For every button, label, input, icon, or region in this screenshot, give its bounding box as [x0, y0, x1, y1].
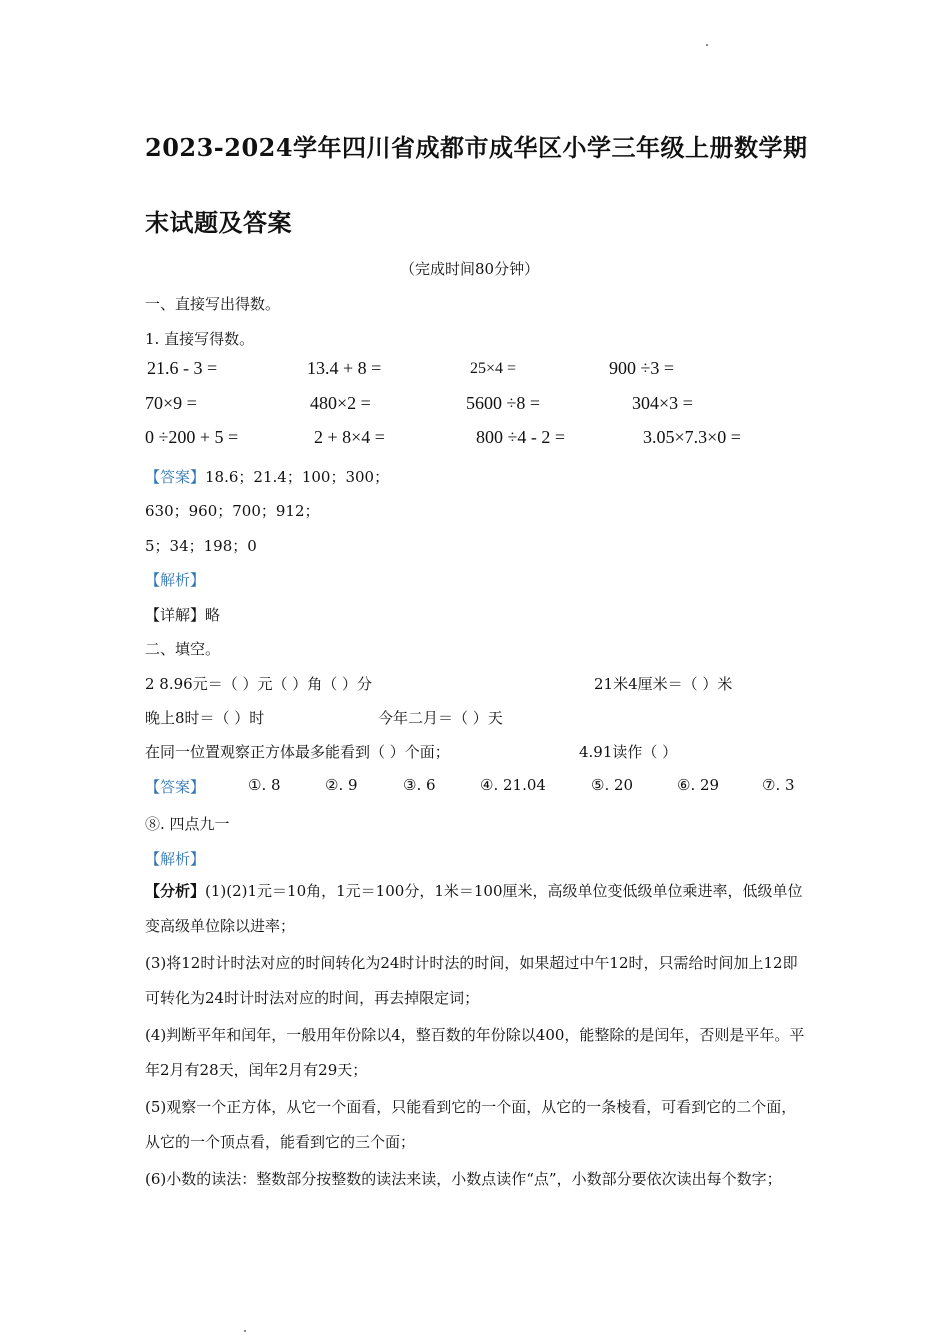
calc-1-1: 21.6 - 3 = [147, 358, 218, 378]
answer2-2: ②. 9 [325, 776, 358, 794]
calc-2-3: 5600 ÷8 = [466, 393, 541, 413]
analysis-paragraph-1 [145, 874, 810, 944]
calc-3-3: 800 ÷4 - 2 = [476, 427, 566, 447]
fill-line-1b: 21米4厘米＝（ ）米 [594, 675, 733, 693]
answer2-4: ④. 21.04 [480, 776, 546, 794]
section2-heading: 二、填空。 [145, 640, 221, 658]
fill-line-2a: 晚上8时＝（ ）时 [145, 709, 265, 727]
analysis-paragraph-5: (5)观察一个正方体，从它一个面看，只能看到它的一个面，从它的一条棱看，可看到它的二个面，从它的一个顶点看，能看到它的三个面； [145, 1098, 797, 1151]
analysis-tag-2: 【解析】 [145, 850, 206, 868]
answer2-1: ①. 8 [248, 776, 281, 794]
fill-line-1a: 2 8.96元＝（ ）元（ ）角（ ）分 [145, 675, 373, 693]
answer-tag-2: 【答案】 [145, 778, 206, 796]
question1-label: 1. 直接写得数。 [145, 330, 255, 348]
analysis-tag-1: 【解析】 [145, 571, 206, 589]
answer2-8: ⑧. 四点九一 [145, 815, 230, 833]
analysis-paragraph-4: (4)判断平年和闰年，一般用年份除以4，整百数的年份除以400，能整除的是闰年，否则是平年。平年2月有28天，闰年2月有29天； [145, 1026, 805, 1079]
calc-1-2: 13.4 + 8 = [307, 358, 382, 378]
document-title-line1: 2023-2024学年四川省成都市成华区小学三年级上册数学期 [145, 133, 808, 162]
section1-heading: 一、直接写出得数。 [145, 295, 281, 313]
analysis-paragraph-3: (3)将12时计时法对应的时间转化为24时计时法的时间，如果超过中午12时，只需给时间加上12即可转化为24时计时法对应的时间，再去掉限定词； [145, 954, 798, 1007]
fill-line-3a: 在同一位置观察正方体最多能看到（ ）个面； [145, 743, 450, 761]
answer-line-1 [145, 466, 389, 487]
fill-line-2b: 今年二月＝（ ）天 [378, 709, 503, 727]
analysis-paragraph-6: (6)小数的读法：整数部分按整数的读法来读，小数点读作“点”，小数部分要依次读出每个数字； [145, 1170, 782, 1188]
fill-line-3b: 4.91读作（ ） [579, 743, 678, 761]
answer2-5: ⑤. 20 [591, 776, 634, 794]
calc-3-1: 0 ÷200 + 5 = [145, 427, 239, 447]
calc-2-2: 480×2 = [310, 393, 371, 413]
answer2-7: ⑦. 3 [762, 776, 795, 794]
answer2-6: ⑥. 29 [677, 776, 720, 794]
calc-3-2: 2 + 8×4 = [314, 427, 385, 447]
answer2-3: ③. 6 [403, 776, 436, 794]
document-title-line2: 末试题及答案 [145, 208, 292, 237]
corner-mark-top [706, 44, 708, 46]
time-limit-note: （完成时间80分钟） [400, 260, 540, 278]
answer-line-3: 5；34；198；0 [145, 537, 257, 555]
answer-tag: 【答案】 [145, 468, 206, 486]
calc-1-4: 900 ÷3 = [609, 358, 675, 378]
calc-3-4: 3.05×7.3×0 = [643, 427, 741, 447]
fenxi-text-1: (1)(2)1元＝10角，1元＝100分，1米＝100厘米，高级单位变低级单位乘进率，低级单位变高级单位除以进率； [145, 882, 803, 935]
fenxi-tag: 【分析】 [145, 882, 206, 900]
calc-1-3: 25×4 = [470, 360, 517, 377]
answer-line-2: 630；960；700；912； [145, 502, 320, 520]
corner-mark-bottom [244, 1330, 246, 1332]
calc-2-4: 304×3 = [632, 393, 693, 413]
answer-values-1: 18.6；21.4；100；300； [205, 468, 390, 486]
calc-2-1: 70×9 = [145, 393, 197, 413]
detail-line: 【详解】略 [145, 606, 221, 624]
